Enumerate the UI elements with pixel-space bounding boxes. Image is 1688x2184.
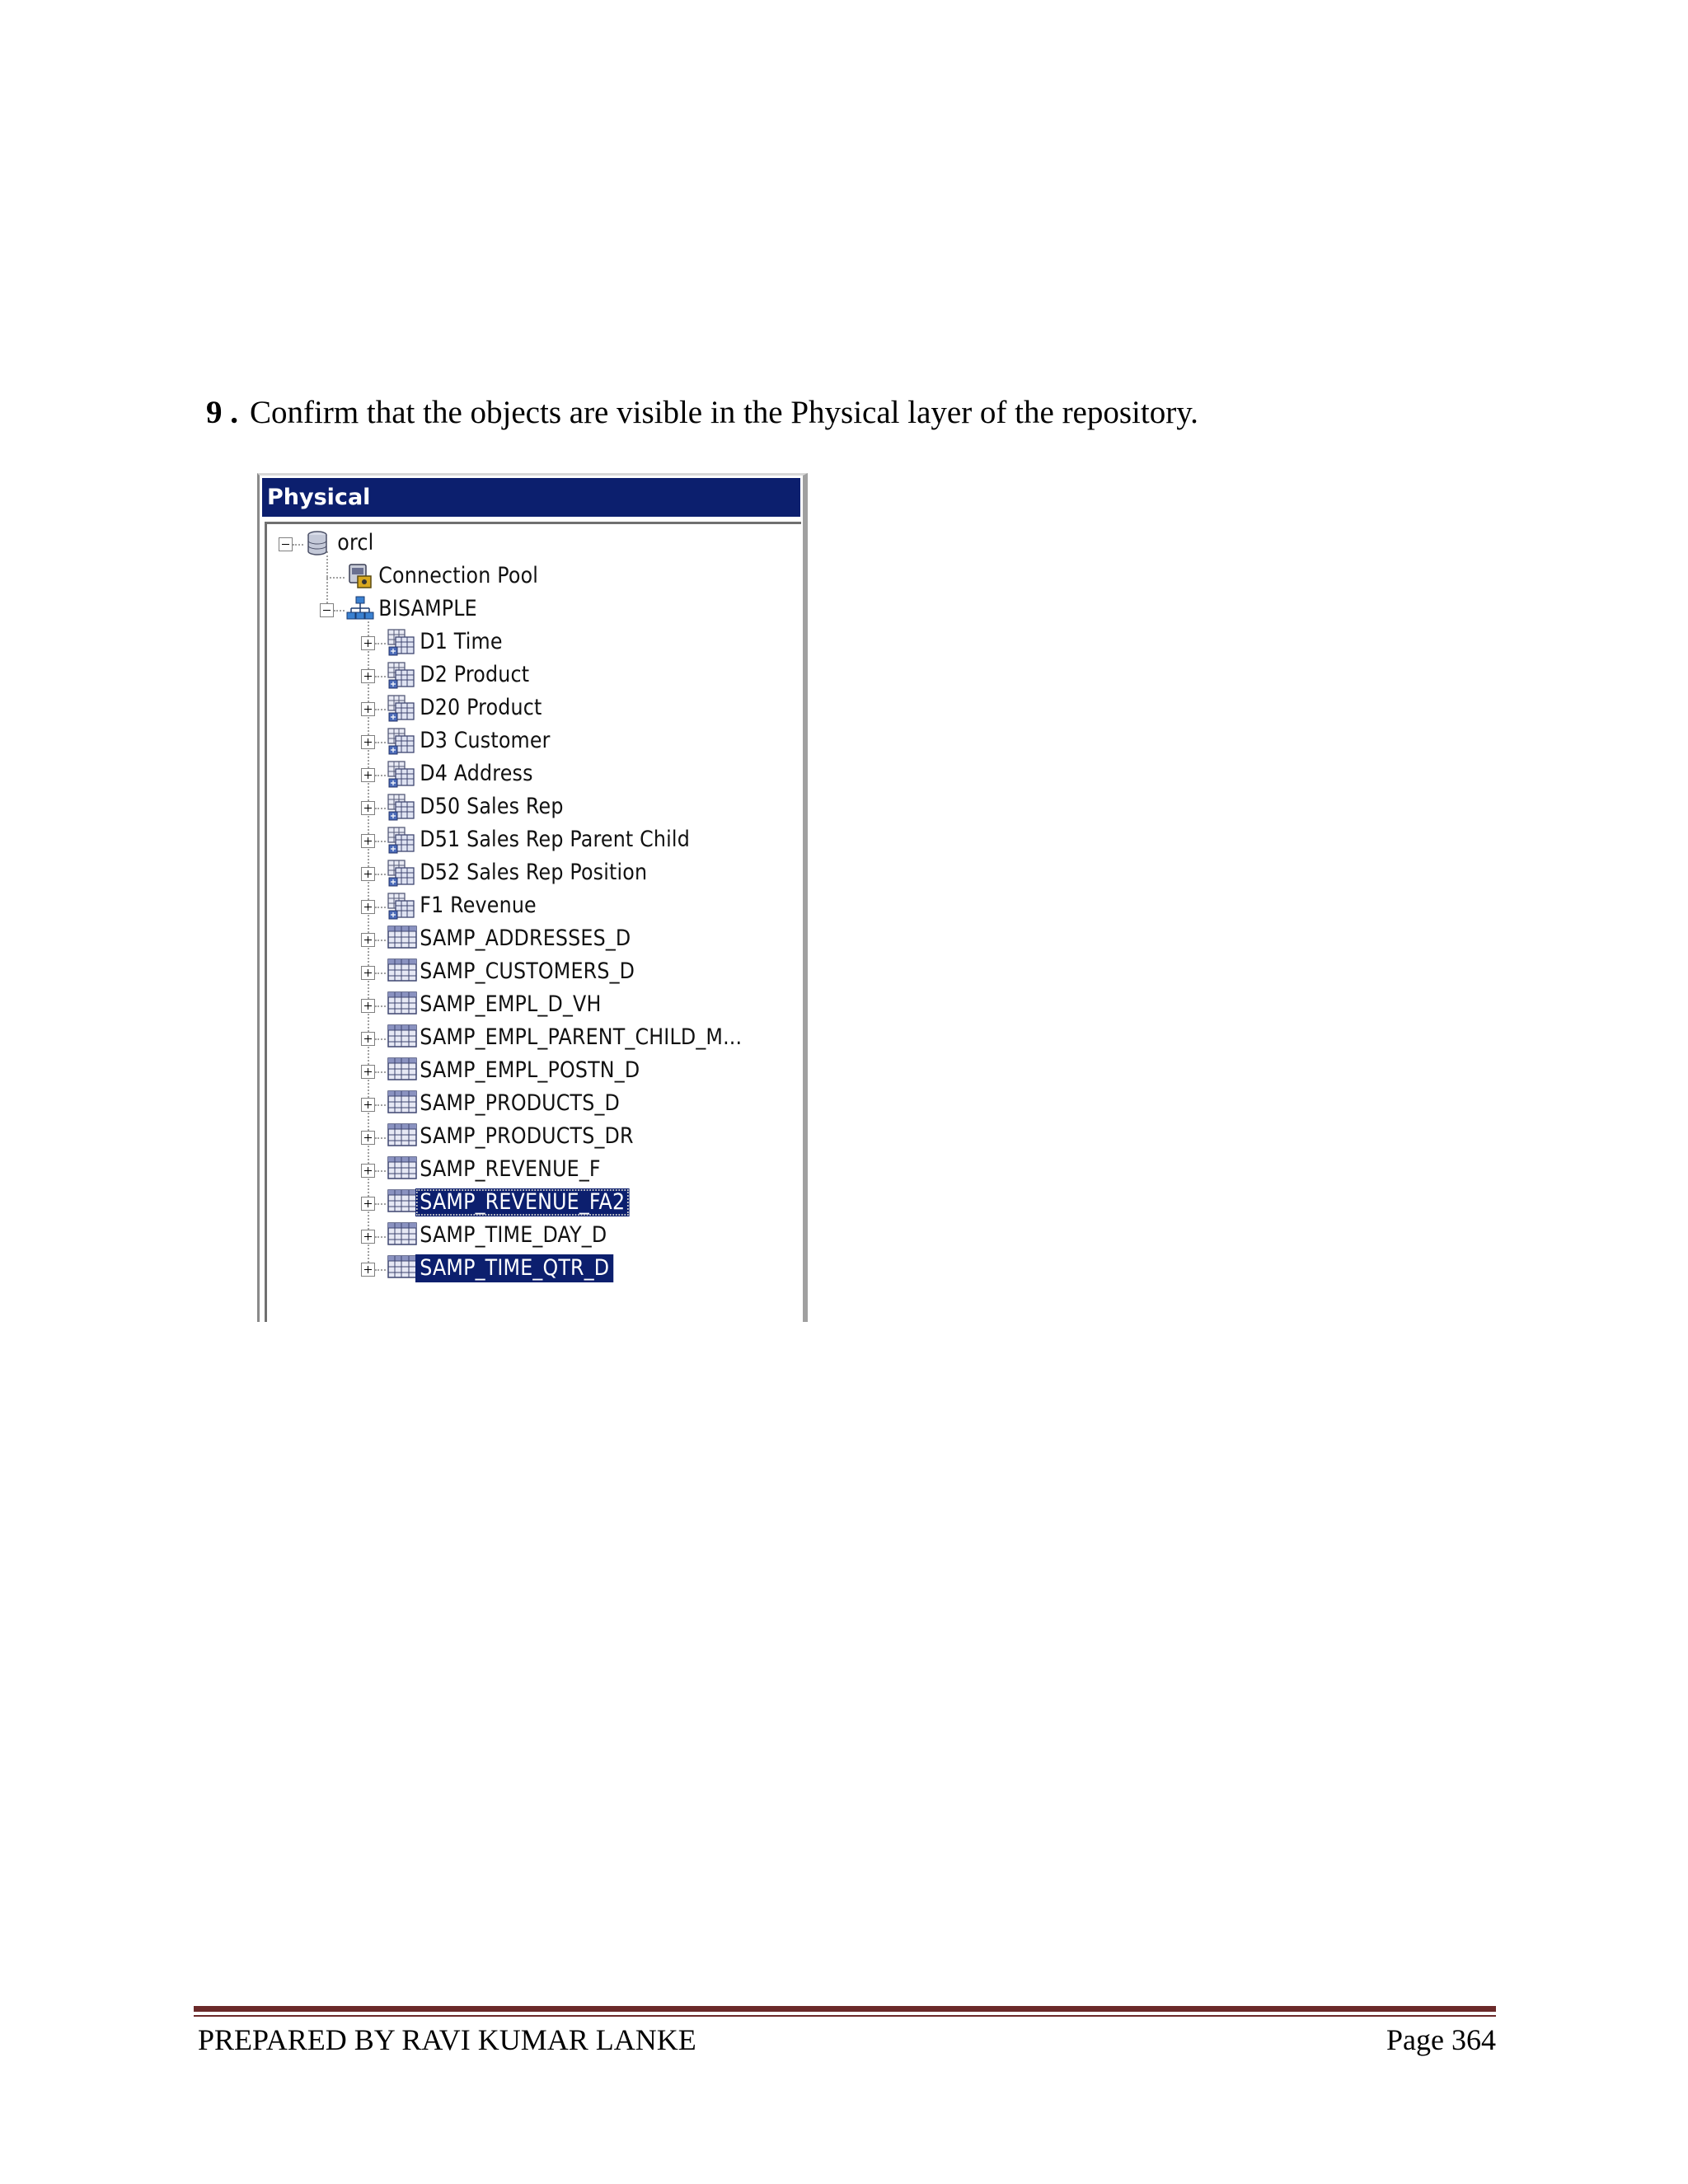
tree-connector bbox=[375, 1104, 386, 1106]
tree-node-label: SAMP_EMPL_D_VH bbox=[420, 991, 602, 1017]
tree-connector bbox=[375, 1236, 386, 1238]
tree-connector bbox=[375, 972, 386, 974]
tree-node[interactable] bbox=[267, 527, 801, 560]
expand-toggle[interactable] bbox=[361, 1131, 375, 1145]
collapse-toggle[interactable] bbox=[320, 603, 334, 617]
tree-connector bbox=[375, 676, 386, 677]
tree-node-label: SAMP_EMPL_PARENT_CHILD_M... bbox=[420, 1024, 743, 1050]
tree-node-label: D50 Sales Rep bbox=[420, 794, 564, 819]
expand-toggle[interactable] bbox=[361, 801, 375, 815]
tree-node[interactable] bbox=[267, 626, 801, 659]
tree-node-label: D3 Customer bbox=[420, 728, 551, 753]
tree-node[interactable] bbox=[267, 593, 801, 626]
alias-table-icon bbox=[387, 761, 417, 794]
tree-node[interactable] bbox=[267, 923, 801, 956]
tree-node[interactable] bbox=[267, 758, 801, 791]
tree-node[interactable] bbox=[267, 1121, 801, 1154]
tree-node-label: D4 Address bbox=[420, 761, 533, 786]
expand-toggle[interactable] bbox=[361, 636, 375, 650]
alias-table-icon bbox=[387, 860, 417, 893]
expand-toggle[interactable] bbox=[361, 669, 375, 683]
tree-node-label: SAMP_REVENUE_FA2 bbox=[415, 1188, 630, 1216]
expand-toggle[interactable] bbox=[361, 1263, 375, 1277]
tree-node-label: D52 Sales Rep Position bbox=[420, 860, 648, 885]
table-icon bbox=[387, 926, 417, 952]
table-icon bbox=[387, 1255, 417, 1282]
tree-node-label: D1 Time bbox=[420, 629, 503, 654]
expand-toggle[interactable] bbox=[361, 900, 375, 914]
footer-page-number: Page 364 bbox=[1386, 2023, 1496, 2056]
tree-view[interactable] bbox=[265, 522, 801, 1322]
table-icon bbox=[387, 1189, 417, 1216]
tree-node-label: SAMP_ADDRESSES_D bbox=[420, 926, 631, 951]
expand-toggle[interactable] bbox=[361, 867, 375, 881]
expand-toggle[interactable] bbox=[361, 999, 375, 1013]
tree-node-label: D2 Product bbox=[420, 662, 530, 687]
alias-table-icon bbox=[387, 794, 417, 827]
alias-table-icon bbox=[387, 728, 417, 761]
tree-node[interactable] bbox=[267, 989, 801, 1022]
tree-connector bbox=[375, 808, 386, 809]
tree-node-label: Connection Pool bbox=[378, 563, 539, 588]
footer-rule bbox=[194, 2006, 1496, 2012]
expand-toggle[interactable] bbox=[361, 702, 375, 716]
tree-connector bbox=[334, 610, 345, 612]
tree-connector bbox=[375, 1005, 386, 1007]
tree-node[interactable] bbox=[267, 725, 801, 758]
tree-node[interactable] bbox=[267, 1187, 801, 1220]
tree-connector bbox=[375, 643, 386, 644]
footer-rule-thin bbox=[194, 2015, 1496, 2017]
alias-table-icon bbox=[387, 695, 417, 728]
tree-connector bbox=[375, 775, 386, 776]
alias-table-icon bbox=[387, 827, 417, 860]
tree-node[interactable] bbox=[267, 1154, 801, 1187]
collapse-toggle[interactable] bbox=[279, 537, 293, 551]
expand-toggle[interactable] bbox=[361, 1164, 375, 1178]
tree-connector bbox=[375, 742, 386, 743]
alias-table-icon bbox=[387, 662, 417, 695]
expand-toggle[interactable] bbox=[361, 1032, 375, 1046]
tree-node[interactable] bbox=[267, 692, 801, 725]
alias-table-icon bbox=[387, 893, 417, 926]
tree-node[interactable] bbox=[267, 1055, 801, 1088]
tree-node-label: SAMP_PRODUCTS_D bbox=[420, 1090, 620, 1116]
expand-toggle[interactable] bbox=[361, 1230, 375, 1244]
tree-connector bbox=[375, 1203, 386, 1205]
table-icon bbox=[387, 1057, 417, 1084]
tree-connector bbox=[375, 1269, 386, 1271]
tree-connector bbox=[375, 709, 386, 710]
physical-layer-panel bbox=[257, 473, 808, 1322]
expand-toggle[interactable] bbox=[361, 1065, 375, 1079]
tree-node-label: SAMP_TIME_QTR_D bbox=[415, 1254, 614, 1282]
tree-node[interactable] bbox=[267, 824, 801, 857]
tree-connector bbox=[375, 940, 386, 941]
expand-toggle[interactable] bbox=[361, 834, 375, 848]
footer-prepared-by: PREPARED BY RAVI KUMAR LANKE bbox=[198, 2023, 696, 2056]
tree-connector bbox=[375, 841, 386, 842]
table-icon bbox=[387, 958, 417, 985]
tree-connector bbox=[375, 1137, 386, 1139]
tree-node-label: SAMP_REVENUE_F bbox=[420, 1156, 601, 1182]
step-instruction bbox=[206, 394, 1198, 431]
tree-node[interactable] bbox=[267, 1253, 801, 1286]
tree-connector bbox=[375, 1038, 386, 1040]
expand-toggle[interactable] bbox=[361, 768, 375, 782]
tree-node-label: SAMP_PRODUCTS_DR bbox=[420, 1123, 634, 1149]
tree-connector bbox=[375, 907, 386, 908]
tree-node-label: D20 Product bbox=[420, 695, 542, 720]
tree-node-label: orcl bbox=[337, 530, 374, 555]
tree-connector bbox=[375, 1071, 386, 1073]
connection-pool-icon bbox=[346, 563, 376, 594]
table-icon bbox=[387, 1090, 417, 1117]
step-text: Confirm that the objects are visible in the Physical layer of the repository. bbox=[250, 395, 1198, 430]
schema-icon bbox=[346, 596, 374, 624]
expand-toggle[interactable] bbox=[361, 966, 375, 980]
table-icon bbox=[387, 1024, 417, 1051]
tree-node-label: D51 Sales Rep Parent Child bbox=[420, 827, 690, 852]
tree-node[interactable] bbox=[267, 659, 801, 692]
tree-node-label: SAMP_EMPL_POSTN_D bbox=[420, 1057, 640, 1083]
tree-node-label: SAMP_CUSTOMERS_D bbox=[420, 958, 635, 984]
tree-node[interactable] bbox=[267, 890, 801, 923]
tree-node-label: F1 Revenue bbox=[420, 893, 537, 918]
tree-connector bbox=[375, 874, 386, 875]
tree-node-label: BISAMPLE bbox=[378, 596, 477, 621]
step-number: 9 . bbox=[206, 395, 238, 430]
tree-connector bbox=[293, 544, 303, 546]
alias-table-icon bbox=[387, 629, 417, 662]
database-icon bbox=[305, 530, 330, 560]
expand-toggle[interactable] bbox=[361, 1197, 375, 1211]
tree-node[interactable] bbox=[267, 857, 801, 890]
tree-connector bbox=[326, 577, 345, 579]
table-icon bbox=[387, 1123, 417, 1150]
physical-tree bbox=[267, 524, 801, 1322]
tree-node[interactable] bbox=[267, 1022, 801, 1055]
expand-toggle[interactable] bbox=[361, 1098, 375, 1112]
tree-connector bbox=[375, 1170, 386, 1172]
tree-node-label: SAMP_TIME_DAY_D bbox=[420, 1222, 607, 1248]
tree-node[interactable] bbox=[267, 1088, 801, 1121]
panel-title: Physical bbox=[262, 478, 800, 517]
tree-node[interactable] bbox=[267, 791, 801, 824]
table-icon bbox=[387, 1222, 417, 1249]
tree-node[interactable] bbox=[267, 956, 801, 989]
table-icon bbox=[387, 991, 417, 1018]
tree-node[interactable] bbox=[267, 1220, 801, 1253]
expand-toggle[interactable] bbox=[361, 933, 375, 947]
table-icon bbox=[387, 1156, 417, 1183]
tree-node[interactable] bbox=[267, 560, 801, 593]
expand-toggle[interactable] bbox=[361, 735, 375, 749]
